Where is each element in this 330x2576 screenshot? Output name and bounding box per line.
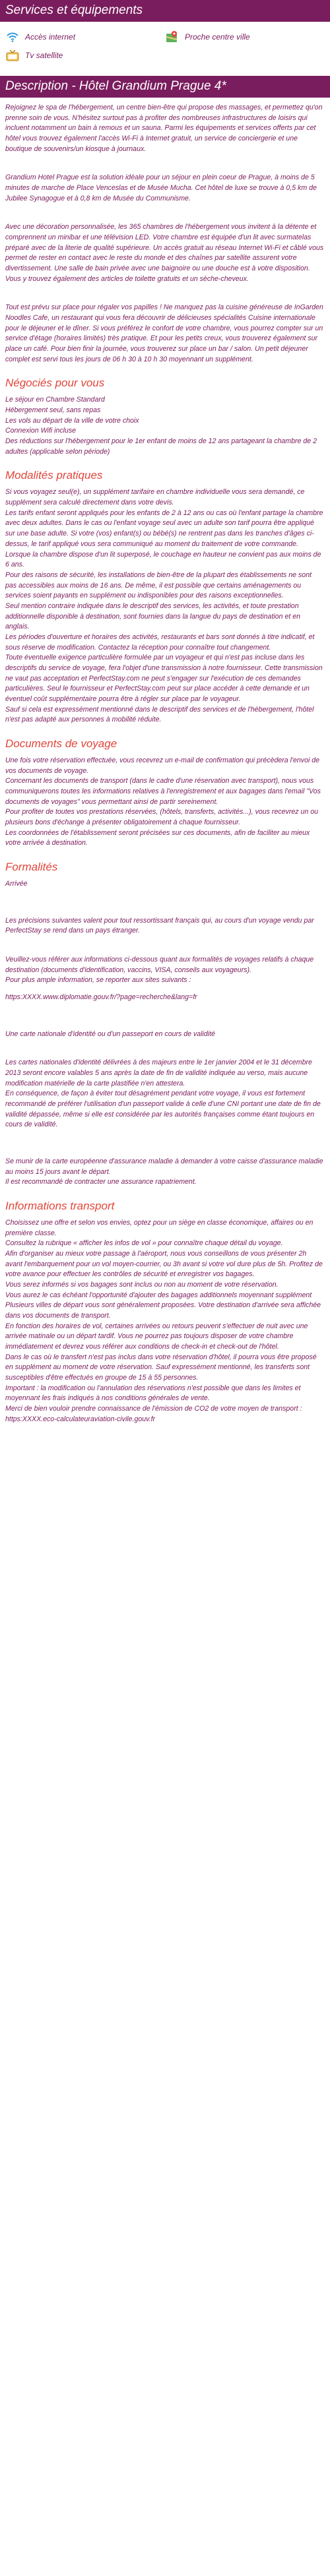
section-paragraph: Une fois votre réservation effectuée, vous recevrez un e-mail de confirmation qui précèdera l'envoi de vos documents de voyage. Concernant les documents de transport (dans le cadre d'une réservation avec transport), nous vous communiquerons toutes les informations relatives à l'enregistrement et aux bagages dans l'email "Vos documents de voyages" vous permettant ainsi de partir sereinement. Pour profiter de toutes vos prestations réservées, (hôtels, transferts, activités...), vous recevrez un ou plusieurs bons d'échange à présenter obligatoirement à chaque fournisseur. Les coordonnées de l'établissement seront précisées sur ces documents, afin de faciliter au mieux votre arrivée à destination.: [5, 756, 321, 847]
section-title-documents: Documents de voyage: [5, 737, 117, 750]
amenity-label: Proche centre ville: [185, 32, 250, 42]
map-pin-icon: [165, 30, 180, 44]
section-paragraph: Une carte nationale d'identité ou d'un passeport en cours de validité: [5, 1029, 215, 1038]
section-title-modalites: Modalités pratiques: [5, 469, 103, 482]
section-title-negocies: Négociés pour vous: [5, 377, 105, 390]
section-paragraph: Si vous voyagez seul(e), un supplément tarifaire en chambre individuelle vous sera demandé, ce supplément sera calculé directement dans votre devis. Les tarifs enfant seront appliqués pour les enfants de 2 à 12 ans ou cas où l'enfant partage la chambre avec deux adultes. Dans le cas ou l'enfant voyage seul avec un adulte son tarif pourra être appliqué sur une base adulte. Si votre (vos) enfant(s) ou bébé(s) ne rentrent pas dans les tranches d'âges ci-dessus, le tarif appliqué vous sera communiqué au moment du traitement de votre commande. Lorsque la chambre dispose d'un lit superposé, le couchage en hauteur ne convient pas aux moins de 6 ans. Pour des raisons de sécurité, les installations de bien-être de la plupart des établissements ne sont pas accessibles aux moins de 16 ans. De même, il est possible que certains aménagements ou services soient payants en supplément ou indisponibles pour des raisons exceptionnelles. Seul mention contraire indiquée dans le descriptif des services, les activités, et toute prestation additionnelle disponible à destination, sont fournies dans la langue du pays de destination et en anglais. Les périodes d'ouverture et horaires des activités, restaurants et bars sont donnés à titre indicatif, et sous réserve de modification. Contactez la réception pour connaître tout changement. Toute éventuelle exigence particulière formulée par un voyageur et qui n'est pas incluse dans les descriptifs du service de voyage, fera l'objet d'une transmission à notre fournisseur. Cette transmission ne vaut pas acceptation et PerfectStay.com ne peut s'engager sur l'exécution de ces demandes particulières. Seul le fournisseur et PerfectStay.com peut sur place accéder à cette demande et un éventuel coût supplémentaire pourra être à régler sur place par le voyageur. Sauf si cela est expressément mentionné dans le descriptif des services et de l'hébergement, l'hôtel n'est pas adapté aux personnes à mobilité réduite.: [5, 488, 323, 724]
description-paragraph: Grandium Hotel Prague est la solution idéale pour un séjour en plein coeur de Prague, à moins de 5 minutes de marche de Place Venceslas et de Musée Mucha. Cet hôtel de luxe se trouve à 0,5 km de Jubilee Synagogue et à 0,8 km de Musée du Communisme.: [5, 173, 317, 202]
section-title-transport: Informations transport: [5, 1200, 115, 1213]
amenity-city-center: [165, 30, 325, 44]
section-paragraph: Les précisions suivantes valent pour tout ressortissant français qui, au cours d'un voyage vendu par PerfectStay se rend dans un pays étranger.: [5, 916, 314, 935]
description-title: Description - Hôtel Grandium Prague 4*: [0, 76, 330, 98]
wifi-icon: [5, 30, 20, 44]
section-paragraph: Les cartes nationales d'identité délivrées à des majeurs entre le 1er janvier 2004 et le 31 décembre 2013 seront encore valables 5 ans après la date de fin de validité indiquée au verso, mais aucune modification matérielle de la carte plastifiée n'en attestera. En conséquence, de façon à éviter tout désagrément pendant votre voyage, il vous est fortement recommandé de préférer l'utilisation d'un passeport valide à celle d'une CNI portant une date de fin de validité dépassée, même si elle est considérée par les autorités françaises comme étant toujours en cours de validité.: [5, 1058, 321, 1129]
amenity-label: Accès internet: [25, 32, 76, 42]
section-paragraph: Choisissez une offre et selon vos envies, optez pour un siège en classe économique, affaires ou en première classe. Consultez la rubrique « afficher les infos de vol » pour connaître chaque détail du voyage. Afin d'organiser au mieux votre passage à l'aéroport, nous vous conseillons de vous présenter 2h avant l'embarquement pour un vol moyen-courrier, ou 3h avant si votre vol dure plus de 5h. Profitez de votre avance pour effectuer les contrôles de sécurité et enregistrer vos bagages. Vous serez informés si vos bagages sont inclus ou non au moment de votre réservation. Vous aurez le cas échéant l'opportunité d'ajouter des bagages additionnels moyennant supplément Plusieurs villes de départ vous sont généralement proposées. Votre destination d'arrivée sera affichée dans vos documents de transport. En fonction des horaires de vol, certaines arrivées ou retours peuvent s'effectuer de nuit avec une arrivée matinale ou un départ tardif. Vous ne pourrez pas toujours disposer de votre chambre immédiatement et devrez vous référer aux conditions de check-in et check-out de l'hôtel. Dans le cas où le transfert n'est pas inclus dans votre réservation d'hôtel, il pourra vous être proposé en supplément au moment de votre réservation. Sauf expressément mentionné, les transferts sont susceptibles d'être effectués en groupe de 15 à 55 personnes. Important : la modification ou l'annulation des réservations n'est possible que dans les limites et moyennant les frais indiqués à nos conditions générales de vente. Merci de bien vouloir prendre connaissance de l'émission de CO2 de votre moyen de transport : https:XXXX.eco-calculateuraviation-civile.gouv.fr: [5, 1219, 323, 1423]
description-paragraph: Rejoignez le spa de l'hébergement, un centre bien-être qui propose des massages, et permettez qu'on prenne soin de vous. N'hésitez surtout pas à profiter des nombreuses infrastructures de loisirs qui incluent notamment un bain à remous et un sauna. Parmi les équipements et services offerts par cet hôtel vous trouvez également l'accès Wi-Fi à Internet gratuit, un service de conciergerie et une boutique de souvenirs/un kiosque à journaux.: [5, 104, 323, 153]
amenities-title: Services et équipements: [0, 0, 330, 22]
description-paragraph: Tout est prévu sur place pour régaler vos papilles ! Ne manquez pas la cuisine généreuse de InGarden Noodles Cafe, un restaurant qui vous fera découvrir de délicieuses spécialités Cuisine internationale pour le déjeuner et le dîner. Si vous préférez le confort de votre chambre, vous pourrez compter sur un service d'étage (horaires limités) très pratique. Et pour les petits creux, vous trouverez également sur place un café. Pour bien finir la journée, vous trouverez sur place un bar / salon. Un petit déjeuner complet est servi tous les jours de 06 h 30 à 10 h 30 moyennant un supplément.: [5, 303, 323, 363]
diplomatie-link[interactable]: https:XXXX.www.diplomatie.gouv.fr/?page=recherche&lang=fr: [5, 993, 197, 1001]
amenity-tv: [5, 48, 165, 63]
section-paragraph: Arrivée: [5, 879, 28, 888]
tv-icon: [5, 48, 20, 63]
amenities-list: [0, 27, 330, 67]
section-paragraph: Veuillez-vous référer aux informations ci-dessous quant aux formalités de voyages relatifs à chaque destination (documents d'identification, vaccins, VISA, conseils aux voyageurs). Pour plus ample information, se reporter aux sites suivants :: [5, 955, 314, 985]
section-paragraph: Le séjour en Chambre Standard Hébergement seul, sans repas Les vols au départ de la ville de votre choix Connexion Wifi incluse Des réductions sur l'hébergement pour le 1er enfant de moins de 12 ans partageant la chambre de 2 adultes (applicable selon période): [5, 396, 317, 456]
amenity-internet: [5, 30, 165, 44]
section-title-formalites: Formalités: [5, 860, 58, 873]
description-paragraph: Avec une décoration personnalisée, les 365 chambres de l'hébergement vous invitent à la détente et comprennent un minibar et une télévision LED. Votre chambre est équipée d'un lit avec surmatelas préparé avec de la literie de qualité supérieure. Un accès gratuit au réseau Internet Wi-Fi et câblé vous permet de rester en contact avec le reste du monde et des chaînes par satellite assurent votre divertissement. Une salle de bain privée avec une baignoire ou une douche est à votre disposition. Vous y trouvez également des articles de toilette gratuits et un sèche-cheveux.: [5, 223, 324, 283]
description-body: [0, 103, 330, 1425]
section-paragraph: Se munir de la carte européenne d'assurance maladie à demander à votre caisse d'assurance maladie au moins 15 jours avant le départ. Il est recommandé de contracter une assurance rapatriement.: [5, 1157, 323, 1186]
amenity-label: Tv satellite: [25, 51, 63, 60]
